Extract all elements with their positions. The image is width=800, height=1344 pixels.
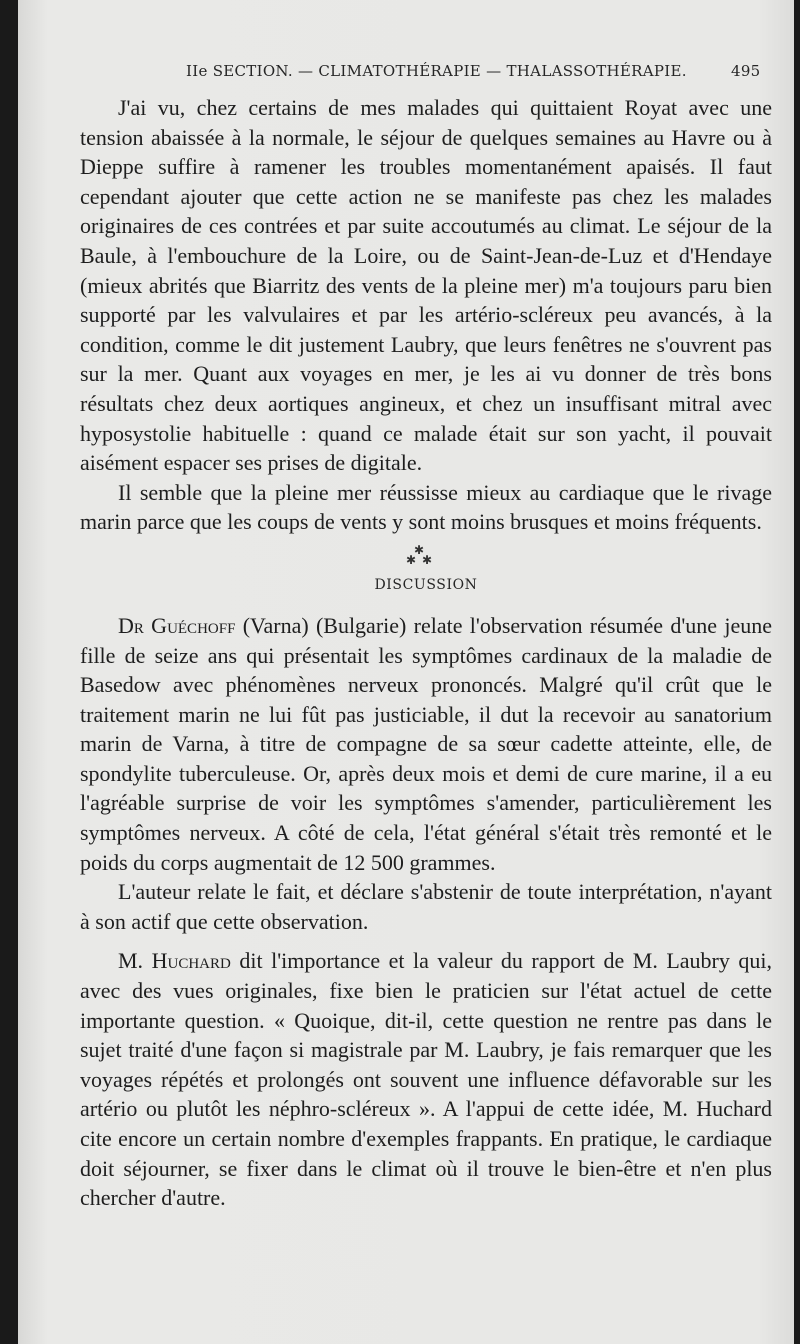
paragraph-2: Il semble que la pleine mer réussisse mieux au cardiaque que le rivage marin parce que les coups de vents y sont moins brusques et moins fréquents. [80, 479, 772, 535]
paragraph-4: L'auteur relate le fait, et déclare s'abstenir de toute interprétation, n'ayant à son actif que cette observation. [80, 879, 772, 934]
book-page [18, 0, 794, 1344]
paragraph-spacer [80, 936, 772, 946]
running-head-title: IIe SECTION. — CLIMATOTHÉRAPIE — THALASSOTHÉRAPIE. [186, 62, 687, 80]
author-name-guechoff: Dr Guéchoff [118, 612, 236, 638]
body-text [80, 93, 772, 1213]
paragraph-5-text: dit l'importance et la valeur du rapport de M. Laubry qui, avec des vues originales, fixe bien le praticien sur l'état actuel de cette importante question. « Quoique, dit-il, cette question ne rentre pas dans le sujet traité d'une façon si magistrale par M. Laubry, je fais remarquer que les voyages répétés et prolongés ont souvent une influence défavorable sur les artério ou plutôt les néphro-scléreux ». A l'appui de cette idée, M. Huchard cite encore un certain nombre d'exemples frappants. En pratique, le cardiaque doit séjourner, se fixer dans le climat où il trouve le bien-être et n'en plus chercher d'autre. [80, 948, 773, 1211]
paragraph-3 [80, 611, 772, 877]
page-number: 495 [731, 62, 761, 80]
paragraph-5 [80, 946, 772, 1212]
section-heading: DISCUSSION [374, 576, 478, 593]
paragraph-5-prefix: M. [118, 948, 152, 974]
asterism-divider: ✱ ✱ ✱ [406, 542, 433, 567]
paragraph-3-text: (Varna) (Bulgarie) relate l'observation résumée d'une jeune fille de seize ans qui présentait les symptômes cardinaux de la maladie de Basedow avec phénomènes nerveux prononcés. Malgré qu'il crût que le traitement marin ne lui fût pas justiciable, il dut la recevoir au sanatorium marin de Varna, à titre de compagne de sa sœur cadette atteinte, elle, de spondylite tuberculeuse. Or, après deux mois et demi de cure marine, il a eu l'agréable surprise de voir les symptômes s'amender, particulièrement les symptômes nerveux. A côté de cela, l'état général s'était très remonté et le poids du corps augmentait de 12 500 grammes. [80, 612, 772, 875]
author-name-huchard: Huchard [151, 948, 231, 974]
paragraph-1: J'ai vu, chez certains de mes malades qui quittaient Royat avec une tension abaissée à la normale, le séjour de quelques semaines au Havre ou à Dieppe suffire à ramener les troubles momentanément apaisés. Il faut cependant ajouter que cette action ne se manifeste pas chez les malades originaires de ces contrées et par suite accoutumés au climat. Le séjour de la Baule, à l'embouchure de la Loire, ou de Saint-Jean-de-Luz et d'Hendaye (mieux abrités que Biarritz des vents de la pleine mer) m'a toujours paru bien supporté par les valvulaires et par les artério-scléreux peu avancés, à la condition, comme le dit justement Laubry, que leurs fenêtres ne s'ouvrent pas sur la mer. Quant aux voyages en mer, je les ai vu donner de très bons résultats chez deux aortiques angineux, et chez un insuffisant mitral avec hyposystolie habituelle : quand ce malade était sur son yacht, il pouvait aisément espacer ses prises de digitale. [80, 95, 772, 476]
